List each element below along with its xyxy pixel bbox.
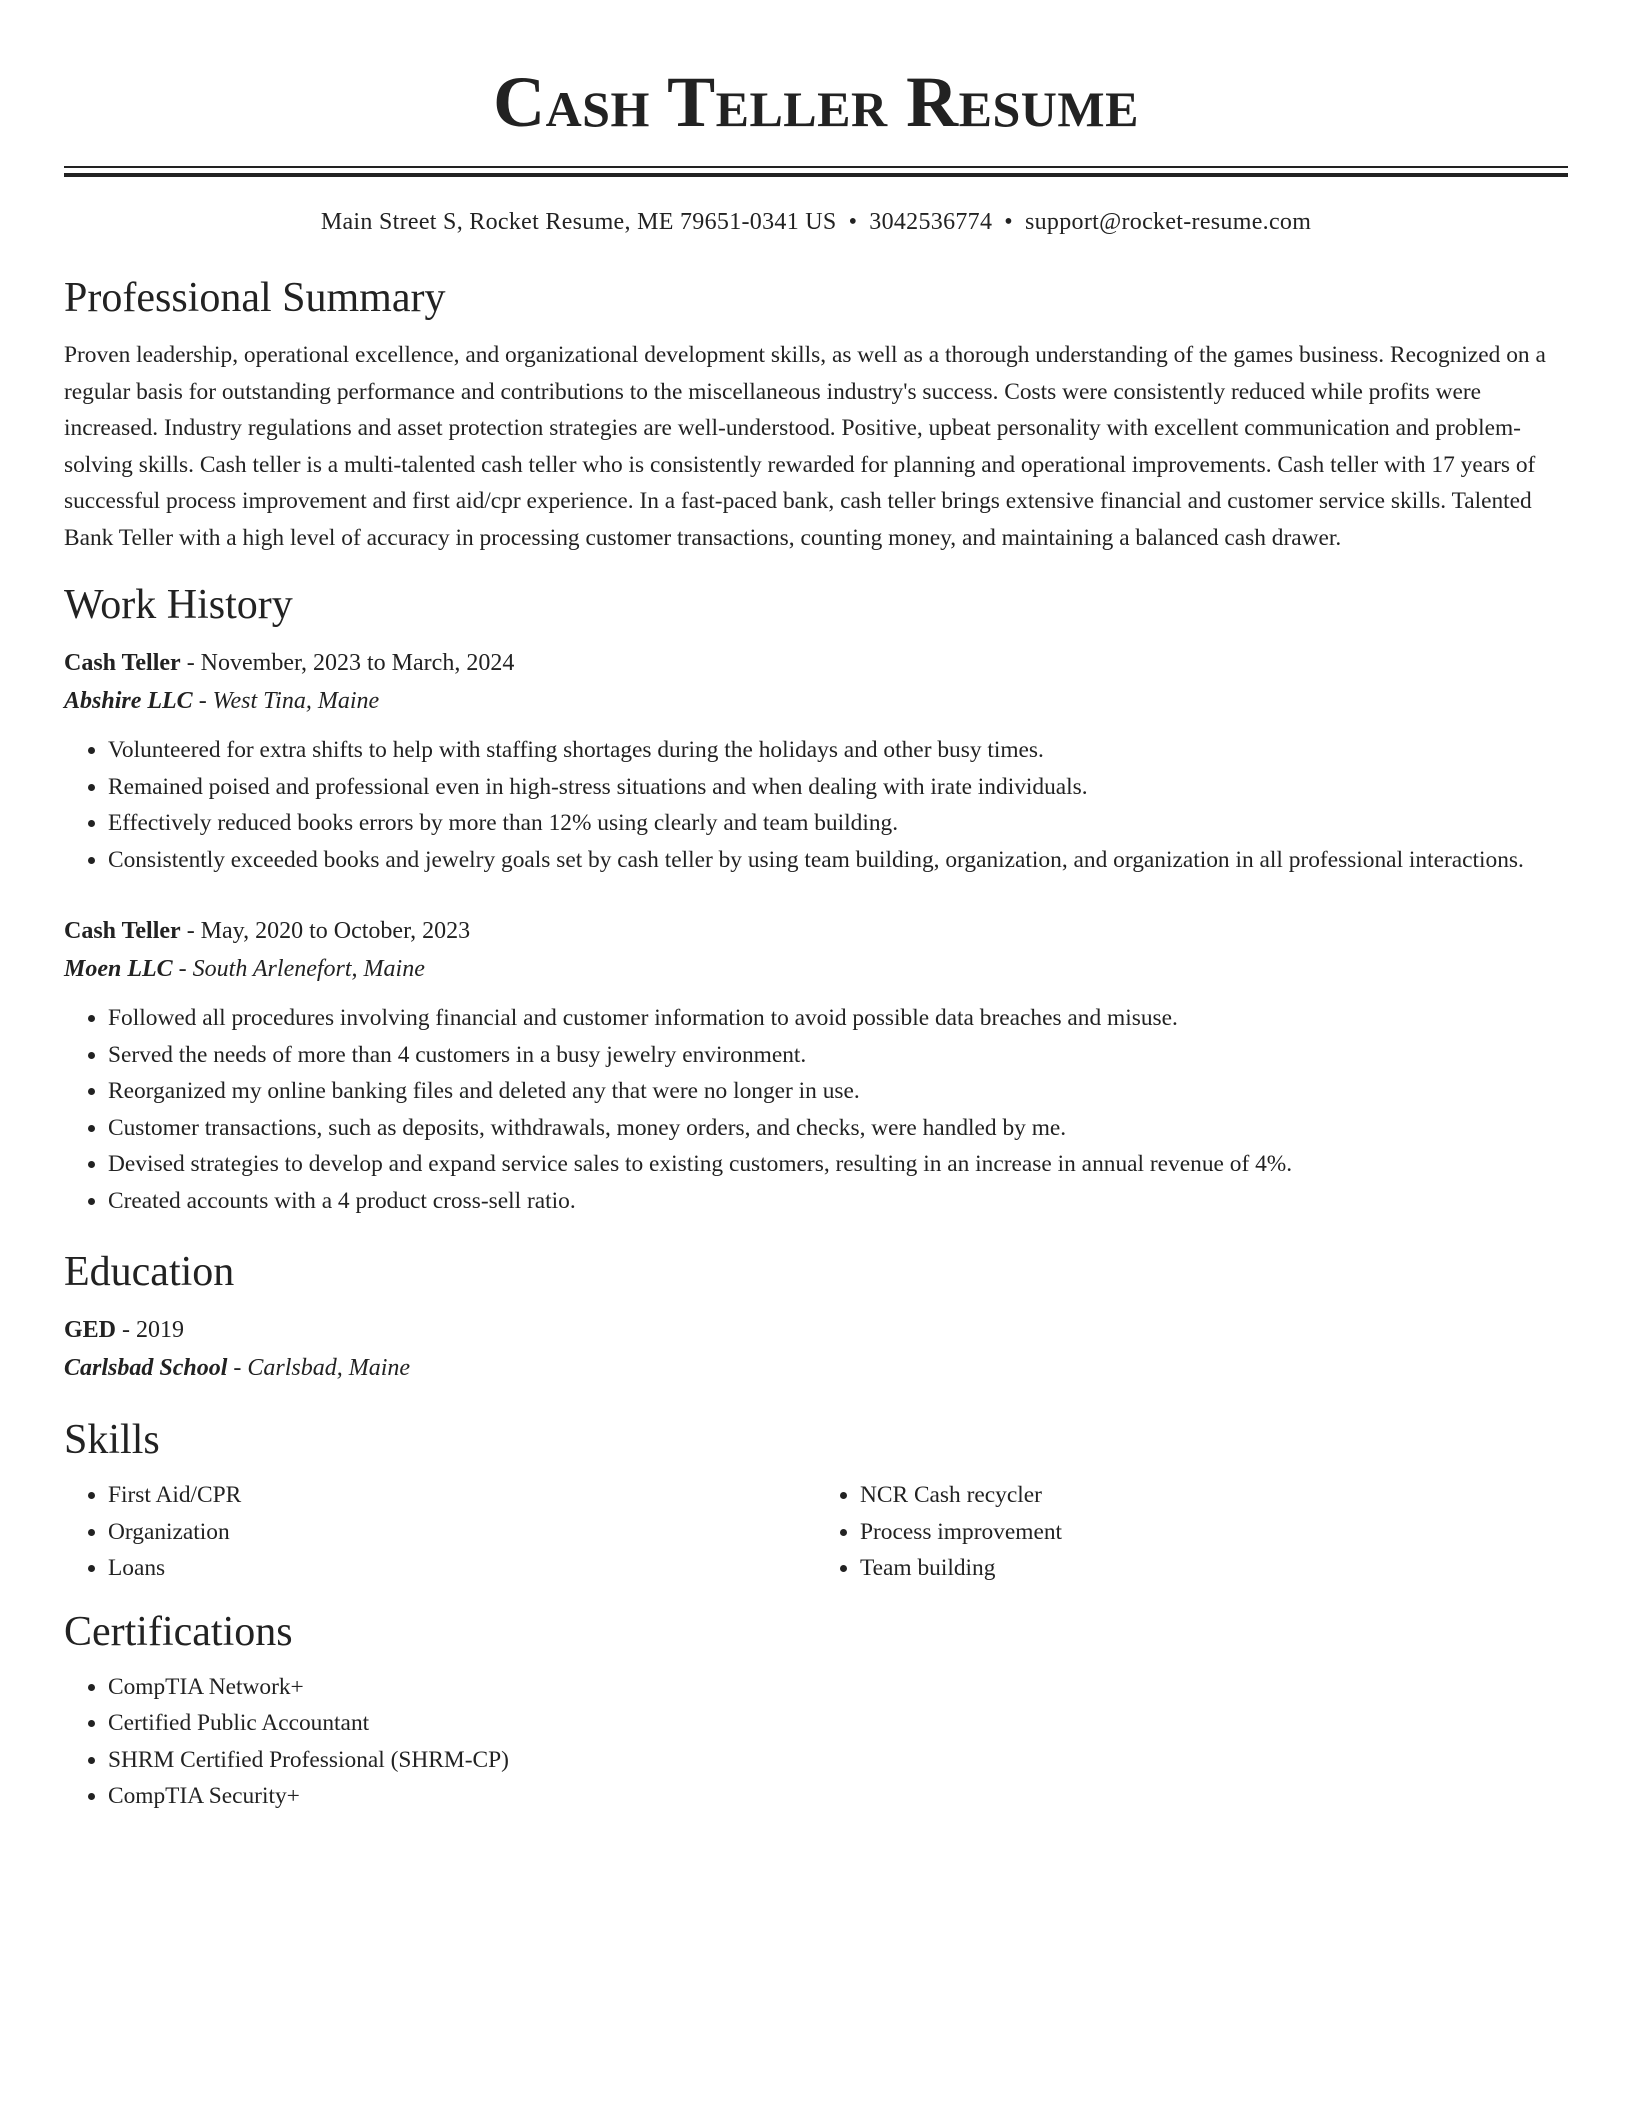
job-bullet: • Consistently exceeded books and jewelry goals set by cash teller by using team building, organization, and organization in all professional interactions. — [108, 842, 1568, 879]
job-entry — [64, 912, 1568, 1219]
job-dates: - May, 2020 to October, 2023 — [180, 918, 471, 944]
work-history-heading: Work History — [64, 582, 293, 628]
job-role: Cash Teller — [64, 918, 181, 944]
job-bullet: • Remained poised and professional even in high-stress situations and when dealing with irate individuals. — [108, 769, 1568, 806]
education-location: - Carlsbad, Maine — [227, 1355, 411, 1381]
skills-column-right — [816, 1477, 1568, 1587]
job-bullet: • Created accounts with a 4 product cross-sell ratio. — [108, 1183, 1568, 1220]
job-location: - West Tina, Maine — [192, 688, 380, 714]
contact-phone: 3042536774 — [869, 209, 993, 235]
skill-item: • Team building — [860, 1550, 1568, 1587]
education-school: Carlsbad School — [64, 1355, 228, 1381]
education-degree-line — [64, 1311, 1568, 1349]
contact-separator: • — [1004, 209, 1013, 235]
education-entry — [64, 1311, 1568, 1387]
job-role: Cash Teller — [64, 650, 181, 676]
skill-item: • Organization — [108, 1514, 816, 1551]
skills-column-left — [64, 1477, 816, 1587]
job-title-line — [64, 644, 1568, 682]
certification-item: • CompTIA Network+ — [108, 1669, 1568, 1706]
job-bullet: • Effectively reduced books errors by more than 12% using clearly and team building. — [108, 805, 1568, 842]
skill-item: • Loans — [108, 1550, 816, 1587]
title-divider — [64, 166, 1568, 177]
education-school-line — [64, 1349, 1568, 1387]
job-title-line — [64, 912, 1568, 950]
job-bullet: • Customer transactions, such as deposits, withdrawals, money orders, and checks, were handled by me. — [108, 1110, 1568, 1147]
job-employer-line — [64, 950, 1568, 988]
job-bullet: • Volunteered for extra shifts to help with staffing shortages during the holidays and other busy times. — [108, 732, 1568, 769]
job-bullet: • Devised strategies to develop and expand service sales to existing customers, resulting in an increase in annual revenue of 4%. — [108, 1146, 1568, 1183]
job-company: Abshire LLC — [64, 688, 193, 714]
skill-item: • Process improvement — [860, 1514, 1568, 1551]
contact-separator: • — [848, 209, 858, 235]
contact-email: support@rocket-resume.com — [1024, 209, 1312, 235]
certifications-heading: Certifications — [64, 1608, 293, 1655]
summary-heading: Professional Summary — [64, 275, 446, 321]
job-bullets — [64, 1000, 1568, 1219]
job-bullet: • Reorganized my online banking files and deleted any that were no longer in use. — [108, 1073, 1568, 1110]
job-dates: - November, 2023 to March, 2024 — [180, 650, 515, 676]
job-company: Moen LLC — [64, 956, 173, 982]
resume-page — [64, 0, 1568, 1815]
certification-item: • Certified Public Accountant — [108, 1705, 1568, 1742]
contact-line — [64, 207, 1568, 237]
education-degree: GED — [64, 1317, 117, 1343]
skills-heading: Skills — [64, 1417, 160, 1463]
summary-text: Proven leadership, operational excellence, and organizational development skills, as well as a thorough understanding of the games business. Recognized on a regular basis for outstanding performance and contributions to the miscellaneous industry's success. Costs were consistently reduced while profits were increased. Industry regulations and asset protection strategies are well-understood. Positive, upbeat personality with excellent communication and problem-solving skills. Cash teller is a multi-talented cash teller who is consistently rewarded for planning and operational improvements. Cash teller with 17 years of successful process improvement and first aid/cpr experience. In a fast-paced bank, cash teller brings extensive financial and customer service skills. Talented Bank Teller with a high level of accuracy in processing customer transactions, counting money, and maintaining a balanced cash drawer. — [64, 342, 1546, 551]
education-heading: Education — [64, 1249, 235, 1295]
contact-address: Main Street S, Rocket Resume, ME 79651-0341 US — [320, 209, 837, 235]
job-bullet: • Followed all procedures involving financial and customer information to avoid possible data breaches and misuse. — [108, 1000, 1568, 1037]
skill-item: • NCR Cash recycler — [860, 1477, 1568, 1514]
job-entry — [64, 644, 1568, 878]
education-year: - 2019 — [116, 1317, 185, 1343]
job-location: - South Arlenefort, Maine — [172, 956, 425, 982]
skill-item: • First Aid/CPR — [108, 1477, 816, 1514]
job-bullets — [64, 732, 1568, 878]
certifications-list — [64, 1669, 1568, 1815]
certification-item: • SHRM Certified Professional (SHRM-CP) — [108, 1742, 1568, 1779]
certification-item: • CompTIA Security+ — [108, 1778, 1568, 1815]
job-employer-line — [64, 682, 1568, 720]
skills-grid — [64, 1477, 1568, 1587]
job-bullet: • Served the needs of more than 4 customers in a busy jewelry environment. — [108, 1037, 1568, 1074]
resume-title: Cash Teller Resume — [493, 62, 1139, 142]
